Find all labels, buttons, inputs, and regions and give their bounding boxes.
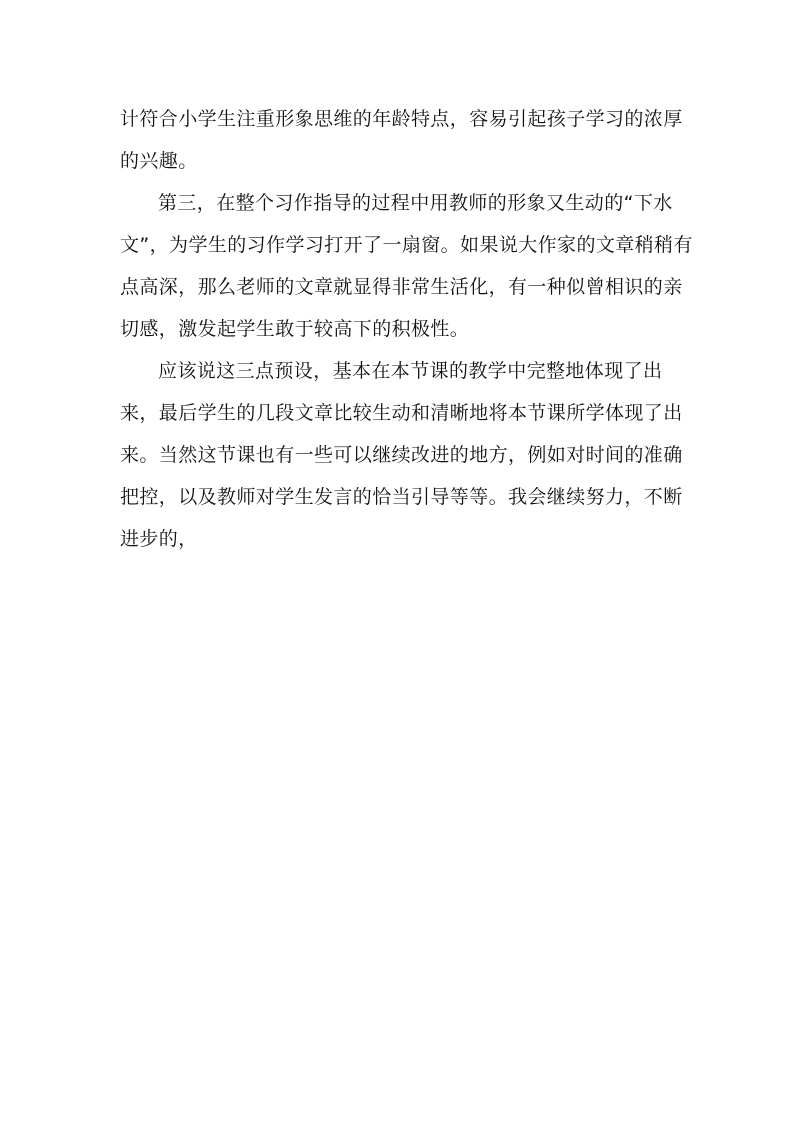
paragraph-2 <box>120 182 693 350</box>
text-line: 文”，为学生的习作学习打开了一扇窗。如果说大作家的文章稍稍有 <box>120 234 693 256</box>
paragraph-1 <box>120 98 683 182</box>
text-line: 点高深，那么老师的文章就显得非常生活化，有一种似曾相识的亲 <box>120 276 683 298</box>
text-line: 来，最后学生的几段文章比较生动和清晰地将本节课所学体现了出 <box>120 402 683 424</box>
document-body <box>120 98 693 560</box>
text-line: 把控，以及教师对学生发言的恰当引导等等。我会继续努力，不断 <box>120 486 683 508</box>
text-line: 应该说这三点预设，基本在本节课的教学中完整地体现了出 <box>158 360 663 382</box>
paragraph-3 <box>120 350 683 560</box>
text-line: 进步的， <box>120 528 198 550</box>
text-line: 第三，在整个习作指导的过程中用教师的形象又生动的“下水 <box>158 192 673 214</box>
text-line: 来。当然这节课也有一些可以继续改进的地方，例如对时间的准确 <box>120 444 683 466</box>
text-line: 的兴趣。 <box>120 150 198 172</box>
text-line: 计符合小学生注重形象思维的年龄特点，容易引起孩子学习的浓厚 <box>120 108 683 130</box>
text-line: 切感，激发起学生敢于较高下的积极性。 <box>120 318 470 340</box>
